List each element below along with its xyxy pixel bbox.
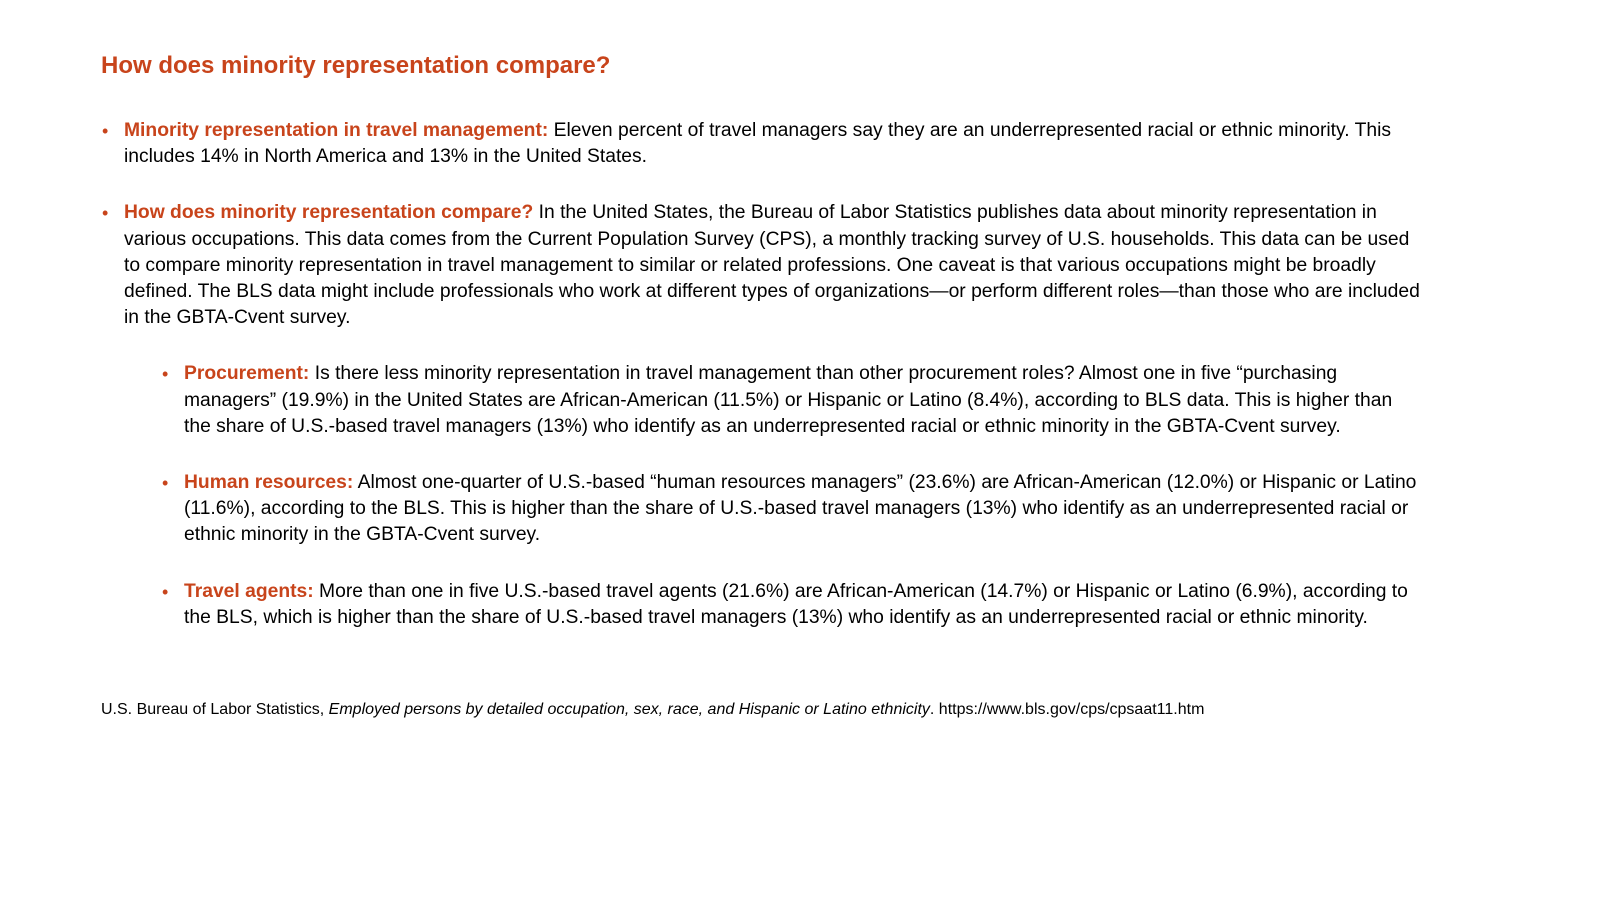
- bullet-label: Human resources:: [184, 472, 354, 494]
- bullet-label: How does minority representation compare?: [124, 202, 534, 224]
- bullet-dot-icon: •: [162, 364, 169, 385]
- bullet-text: Eleven percent of travel managers say they are an underrepresented racial or ethnic minority. This includes 14% in North America and 13% in the United States.: [124, 120, 1392, 168]
- bullet-dot-icon: •: [162, 473, 169, 494]
- bullet-dot-icon: •: [102, 203, 109, 224]
- bullet-dot-icon: •: [102, 121, 109, 141]
- sub-bullet-procurement: [162, 361, 1424, 440]
- sub-bullet-travel-agents: [162, 579, 1424, 631]
- bullet-label: Minority representation in travel management:: [124, 120, 549, 141]
- bullet-text: Almost one-quarter of U.S.-based “human resources managers” (23.6%) are African-American (12.0%) or Hispanic or Latino (11.6%), according to the BLS. This is higher than the share of U.S.-based travel managers (13%) who identify as an underrepresented racial or ethnic minority in the GBTA-Cvent survey.: [184, 472, 1417, 546]
- source-citation: [101, 701, 1204, 719]
- source-prefix: U.S. Bureau of Labor Statistics,: [101, 701, 329, 718]
- bullet-text: More than one in five U.S.-based travel agents (21.6%) are African-American (14.7%) or Hispanic or Latino (6.9%), according to the BLS, which is higher than the share of U.S.-based travel managers (13%) who identify as an underrepresented racial or ethnic minority.: [184, 580, 1408, 628]
- slide-title: How does minority representation compare?: [101, 52, 611, 79]
- source-title: Employed persons by detailed occupation, sex, race, and Hispanic or Latino ethnicity: [328, 701, 930, 718]
- bullet-minority-representation: [102, 118, 1424, 170]
- bullet-comparison: [102, 200, 1424, 331]
- sub-bullet-human-resources: [162, 470, 1424, 549]
- bullet-text: In the United States, the Bureau of Labor Statistics publishes data about minority representation in various occupations. This data comes from the Current Population Survey (CPS), a monthly tracking survey of U.S. households. This data can be used to compare minority representation in travel management to similar or related professions. One caveat is that various occupations might be broadly defined. The BLS data might include professionals who work at different types of organizations—or perform different roles—than those who are included in the GBTA-Cvent survey.: [124, 202, 1420, 329]
- source-suffix: . https://www.bls.gov/cps/cpsaat11.htm: [929, 701, 1205, 718]
- bullet-list: [0, 118, 1600, 631]
- bullet-dot-icon: •: [162, 581, 169, 602]
- bullet-label: Procurement:: [184, 363, 310, 385]
- bullet-label: Travel agents:: [184, 580, 314, 602]
- bullet-text: Is there less minority representation in travel management than other procurement roles? Almost one in five “purchasing managers” (19.9%) in the United States are African-American (11.5%) or Hispanic or Latino (8.4%), according to BLS data. This is higher than the share of U.S.-based travel managers (13%) who identify as an underrepresented racial or ethnic minority in the GBTA-Cvent survey.: [184, 363, 1393, 437]
